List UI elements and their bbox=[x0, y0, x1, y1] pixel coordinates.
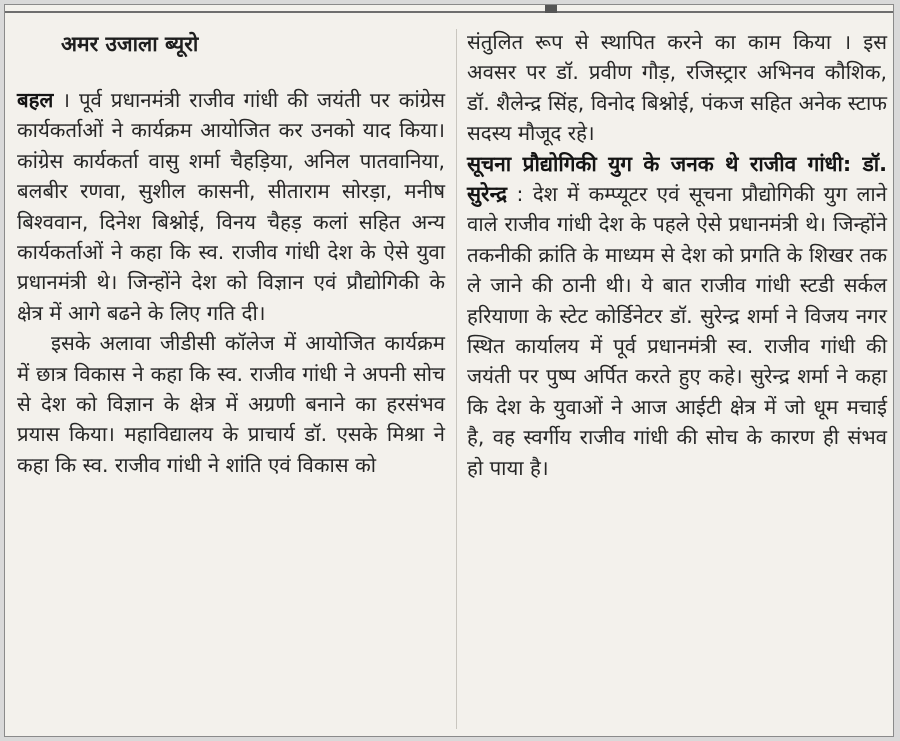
paragraph-4 bbox=[467, 149, 887, 483]
newspaper-clipping bbox=[4, 4, 894, 737]
top-rule bbox=[5, 11, 893, 13]
dateline: बहल bbox=[17, 88, 54, 112]
paragraph-2: इसके अलावा जीडीसी कॉलेज में आयोजित कार्यक्रम में छात्र विकास ने कहा कि स्व. राजीव गांधी ने अपनी सोच से देश को विज्ञान के क्षेत्र में अग्रणी बनाने का हरसंभव प्रयास किया। महाविद्यालय के प्राचार्य डॉ. एसके मिश्रा ने कहा कि स्व. राजीव गांधी ने शांति एवं विकास को bbox=[17, 331, 445, 477]
paragraph-1 bbox=[17, 85, 445, 328]
subheading: सूचना प्रौद्योगिकी युग के जनक थे राजीव गांधी: डॉ. सुरेन्द्र bbox=[467, 151, 887, 207]
headline-fragment bbox=[545, 5, 557, 13]
right-column bbox=[467, 27, 887, 483]
column-divider bbox=[456, 29, 457, 729]
byline: अमर उजाला ब्यूरो bbox=[61, 31, 199, 56]
left-column bbox=[17, 27, 445, 480]
paragraph-4-text: : देश में कम्प्यूटर एवं सूचना प्रौद्योगिकी युग लाने वाले राजीव गांधी देश के पहले ऐसे प्रधानमंत्री थे। जिन्होंने तकनीकी क्रांति के माध्यम से देश को प्रगति के शिखर तक ले जाने की ठानी थी। ये बात राजीव गांधी स्टडी सर्कल हरियाणा के स्टेट कोर्डिनेटर डॉ. सुरेन्द्र शर्मा ने विजय नगर स्थित कार्यालय में पूर्व प्रधानमंत्री स्व. राजीव गांधी की जयंती पर पुष्प अर्पित करते हुए कहे। सुरेन्द्र शर्मा ने कहा कि देश के युवाओं ने आज आईटी क्षेत्र में जो धूम मचाई है, वह स्वर्गीय राजीव गांधी की सोच के कारण ही संभव हो पाया है। bbox=[467, 182, 887, 480]
paragraph-1-text: । पूर्व प्रधानमंत्री राजीव गांधी की जयंती पर कांग्रेस कार्यकर्ताओं ने कार्यक्रम आयोजित कर उनको याद किया। कांग्रेस कार्यकर्ता वासु शर्मा चैहड़िया, अनिल पातवानिया, बलबीर रणवा, सुशील कासनी, सीताराम सोरड़ा, मनीष बिश्ववान, दिनेश बिश्नोई, विनय चैहड़ कलां सहित अन्य कार्यकर्ताओं ने कहा कि स्व. राजीव गांधी देश के ऐसे युवा प्रधानमंत्री थे। जिन्होंने देश को विज्ञान एवं प्रौद्योगिकी के क्षेत्र में आगे बढने के लिए गति दी। bbox=[17, 88, 445, 325]
paragraph-3: संतुलित रूप से स्थापित करने का काम किया । इस अवसर पर डॉ. प्रवीण गौड़, रजिस्ट्रार अभिनव कौशिक, डॉ. शैलेन्द्र सिंह, विनोद बिश्नोई, पंकज सहित अनेक स्टाफ सदस्य मौजूद रहे। bbox=[467, 30, 887, 146]
